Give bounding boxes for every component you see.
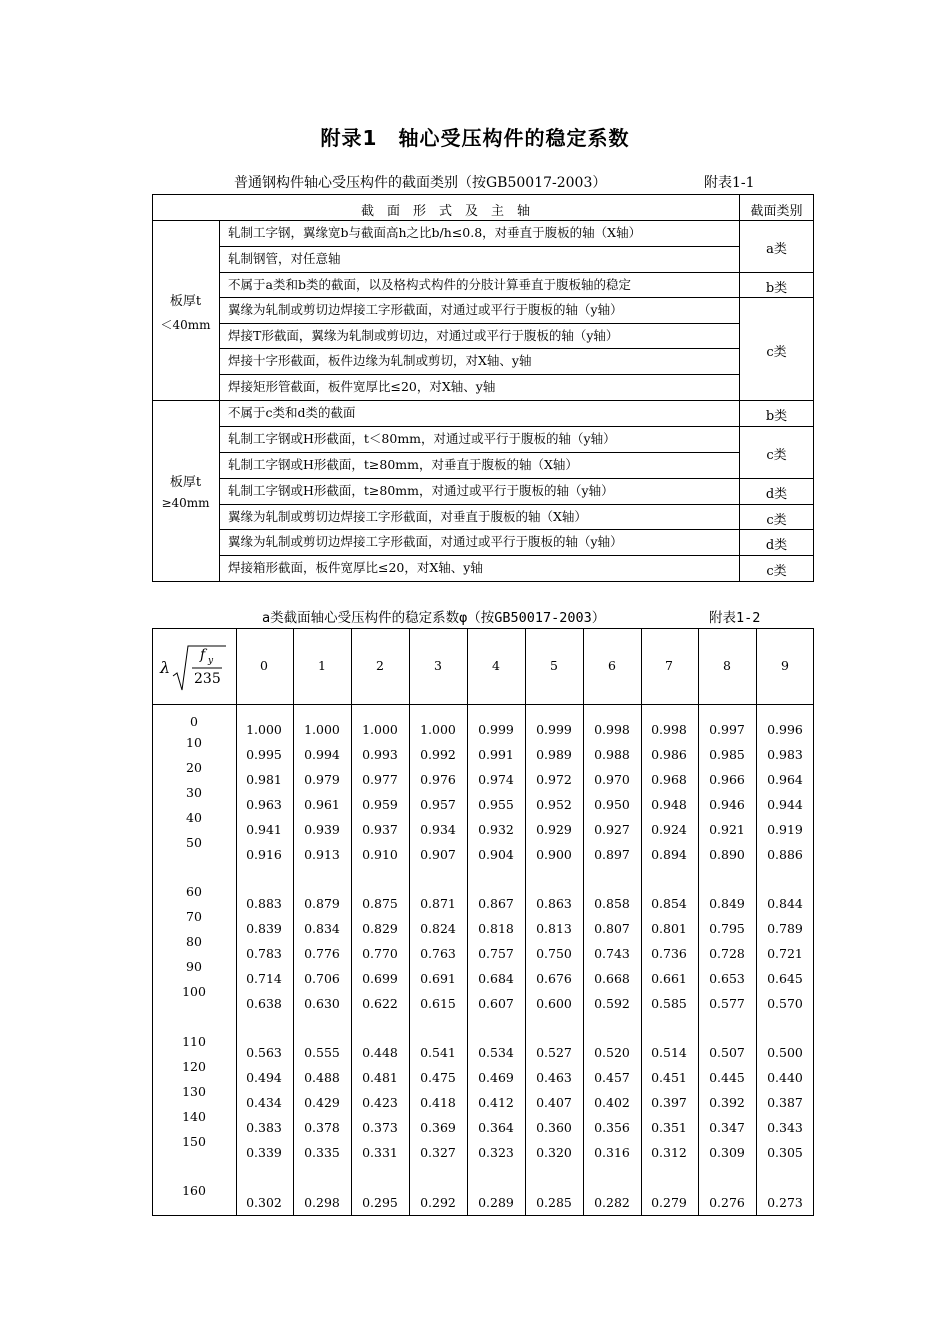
lambda-row-label: 160 [182, 1183, 206, 1198]
section-row: 轧制工字钢或H形截面，t＜80mm，对通过或平行于腹板的轴（y轴） [228, 431, 616, 446]
coefficient-cell: 0.818 [478, 921, 514, 936]
column-header: 4 [492, 658, 500, 673]
section-row: 翼缘为轧制或剪切边焊接工字形截面，对垂直于腹板的轴（X轴） [228, 509, 587, 524]
coefficient-cell: 0.527 [536, 1045, 572, 1060]
table1-caption: 普通钢构件轴心受压构件的截面类别（按GB50017-2003） [234, 175, 607, 191]
coefficient-cell: 0.592 [594, 996, 630, 1011]
lambda-row-label: 110 [182, 1034, 206, 1049]
coefficient-cell: 0.829 [362, 921, 398, 936]
coefficient-cell: 1.000 [304, 722, 340, 737]
coefficient-cell: 0.998 [651, 722, 687, 737]
coefficient-cell: 0.305 [767, 1145, 803, 1160]
coefficient-cell: 0.500 [767, 1045, 803, 1060]
lambda-row-label: 50 [186, 835, 202, 850]
lambda-row-label: 10 [186, 735, 202, 750]
coefficient-cell: 0.824 [420, 921, 456, 936]
coefficient-cell: 0.770 [362, 946, 398, 961]
coefficient-cell: 0.989 [536, 747, 572, 762]
lambda-row-label: 90 [186, 959, 202, 974]
group1-label: 板厚t [169, 294, 202, 309]
coefficient-cell: 0.763 [420, 946, 456, 961]
coefficient-cell: 0.974 [478, 772, 514, 787]
coefficient-cell: 0.966 [709, 772, 745, 787]
coefficient-cell: 0.961 [304, 797, 340, 812]
coefficient-cell: 0.979 [304, 772, 340, 787]
coefficient-cell: 0.423 [362, 1095, 398, 1110]
coefficient-cell: 0.890 [709, 847, 745, 862]
coefficient-cell: 1.000 [362, 722, 398, 737]
coefficient-cell: 0.469 [478, 1070, 514, 1085]
coefficient-cell: 0.883 [246, 896, 282, 911]
coefficient-cell: 0.475 [420, 1070, 456, 1085]
coefficient-cell: 0.875 [362, 896, 398, 911]
coefficient-cell: 0.507 [709, 1045, 745, 1060]
coefficient-cell: 0.343 [767, 1120, 803, 1135]
coefficient-cell: 0.691 [420, 971, 456, 986]
column-header: 3 [434, 658, 442, 673]
coefficient-cell: 0.957 [420, 797, 456, 812]
coefficient-cell: 0.364 [478, 1120, 514, 1135]
fy-symbol: f [200, 647, 206, 663]
coefficient-cell: 0.910 [362, 847, 398, 862]
coefficient-cell: 0.488 [304, 1070, 340, 1085]
group2-label: 板厚t [169, 475, 202, 490]
table1-number: 附表1-1 [704, 175, 755, 191]
coefficient-cell: 0.970 [594, 772, 630, 787]
coefficient-cell: 0.916 [246, 847, 282, 862]
lambda-symbol: λ [160, 658, 171, 677]
coefficient-cell: 0.776 [304, 946, 340, 961]
section-row: 焊接箱形截面，板件宽厚比≤20，对X轴、y轴 [228, 560, 483, 575]
column-header: 9 [781, 658, 789, 673]
coefficient-cell: 0.339 [246, 1145, 282, 1160]
coefficient-cell: 0.977 [362, 772, 398, 787]
lambda-row-label: 140 [182, 1109, 206, 1124]
coefficient-cell: 0.585 [651, 996, 687, 1011]
coefficient-cell: 0.952 [536, 797, 572, 812]
coefficient-cell: 0.849 [709, 896, 745, 911]
coefficient-cell: 0.976 [420, 772, 456, 787]
coefficient-cell: 0.347 [709, 1120, 745, 1135]
coefficient-cell: 0.937 [362, 822, 398, 837]
section-class: c类 [766, 448, 787, 463]
coefficient-cell: 0.963 [246, 797, 282, 812]
coefficient-cell: 0.983 [767, 747, 803, 762]
lambda-row-label: 130 [182, 1084, 206, 1099]
coefficient-cell: 0.929 [536, 822, 572, 837]
coefficient-cell: 0.615 [420, 996, 456, 1011]
coefficient-cell: 0.997 [709, 722, 745, 737]
coefficient-cell: 0.948 [651, 797, 687, 812]
coefficient-cell: 0.351 [651, 1120, 687, 1135]
coefficient-cell: 0.985 [709, 747, 745, 762]
coefficient-cell: 0.699 [362, 971, 398, 986]
coefficient-cell: 0.387 [767, 1095, 803, 1110]
coefficient-cell: 0.577 [709, 996, 745, 1011]
section-row: 翼缘为轧制或剪切边焊接工字形截面，对通过或平行于腹板的轴（y轴） [228, 534, 623, 549]
section-row: 翼缘为轧制或剪切边焊接工字形截面，对通过或平行于腹板的轴（y轴） [228, 302, 623, 317]
coefficient-cell: 0.994 [304, 747, 340, 762]
coefficient-cell: 0.988 [594, 747, 630, 762]
coefficient-cell: 1.000 [420, 722, 456, 737]
coefficient-cell: 0.418 [420, 1095, 456, 1110]
coefficient-cell: 0.721 [767, 946, 803, 961]
coefficient-cell: 0.886 [767, 847, 803, 862]
coefficient-cell: 0.894 [651, 847, 687, 862]
coefficient-cell: 0.839 [246, 921, 282, 936]
coefficient-cell: 0.795 [709, 921, 745, 936]
coefficient-cell: 0.959 [362, 797, 398, 812]
coefficient-cell: 0.429 [304, 1095, 340, 1110]
coefficient-cell: 0.520 [594, 1045, 630, 1060]
coefficient-cell: 0.736 [651, 946, 687, 961]
coefficient-cell: 0.944 [767, 797, 803, 812]
section-row: 焊接矩形管截面，板件宽厚比≤20，对X轴、y轴 [228, 379, 496, 394]
coefficient-cell: 0.993 [362, 747, 398, 762]
coefficient-cell: 0.392 [709, 1095, 745, 1110]
column-header: 8 [723, 658, 731, 673]
coefficient-cell: 0.514 [651, 1045, 687, 1060]
coefficient-cell: 0.335 [304, 1145, 340, 1160]
coefficient-cell: 0.924 [651, 822, 687, 837]
coefficient-cell: 0.907 [420, 847, 456, 862]
coefficient-cell: 0.607 [478, 996, 514, 1011]
coefficient-cell: 0.995 [246, 747, 282, 762]
coefficient-cell: 0.879 [304, 896, 340, 911]
table2-number: 附表1-2 [709, 610, 761, 626]
coefficient-cell: 0.728 [709, 946, 745, 961]
section-class: d类 [765, 487, 788, 502]
coefficient-cell: 0.630 [304, 996, 340, 1011]
section-class: d类 [765, 538, 788, 553]
coefficient-cell: 0.992 [420, 747, 456, 762]
coefficient-cell: 0.757 [478, 946, 514, 961]
column-header: 7 [665, 658, 673, 673]
coefficient-cell: 0.298 [304, 1195, 340, 1210]
lambda-row-label: 20 [186, 760, 202, 775]
coefficient-cell: 0.302 [246, 1195, 282, 1210]
coefficient-cell: 0.789 [767, 921, 803, 936]
coefficient-cell: 0.273 [767, 1195, 803, 1210]
coefficient-cell: 0.668 [594, 971, 630, 986]
section-class: b类 [765, 281, 788, 296]
coefficient-cell: 0.661 [651, 971, 687, 986]
table2-caption: a类截面轴心受压构件的稳定系数φ（按GB50017-2003） [262, 610, 606, 626]
group2-label-sub: ≥40mm [161, 496, 210, 510]
coefficient-cell: 0.897 [594, 847, 630, 862]
coefficient-cell: 0.481 [362, 1070, 398, 1085]
coefficient-cell: 0.600 [536, 996, 572, 1011]
lambda-row-label: 150 [182, 1134, 206, 1149]
page-title: 附录1 轴心受压构件的稳定系数 [320, 126, 630, 150]
coefficient-cell: 0.448 [362, 1045, 398, 1060]
coefficient-cell: 0.900 [536, 847, 572, 862]
section-class: c类 [766, 345, 787, 360]
coefficient-cell: 0.939 [304, 822, 340, 837]
lambda-row-label: 70 [186, 909, 202, 924]
coefficient-cell: 0.913 [304, 847, 340, 862]
section-row: 焊接T形截面，翼缘为轧制或剪切边，对通过或平行于腹板的轴（y轴） [228, 328, 619, 343]
coefficient-cell: 0.968 [651, 772, 687, 787]
coefficient-cell: 0.276 [709, 1195, 745, 1210]
coefficient-cell: 0.445 [709, 1070, 745, 1085]
coefficient-cell: 0.356 [594, 1120, 630, 1135]
coefficient-cell: 0.397 [651, 1095, 687, 1110]
coefficient-cell: 0.684 [478, 971, 514, 986]
coefficient-cell: 0.534 [478, 1045, 514, 1060]
section-row: 轧制钢管，对任意轴 [228, 251, 341, 266]
coefficient-cell: 0.934 [420, 822, 456, 837]
coefficient-cell: 0.360 [536, 1120, 572, 1135]
coefficient-cell: 0.331 [362, 1145, 398, 1160]
coefficient-cell: 0.373 [362, 1120, 398, 1135]
coefficient-cell: 0.743 [594, 946, 630, 961]
coefficient-cell: 0.991 [478, 747, 514, 762]
coefficient-cell: 0.451 [651, 1070, 687, 1085]
coefficient-cell: 0.653 [709, 971, 745, 986]
coefficient-cell: 0.622 [362, 996, 398, 1011]
coefficient-cell: 0.932 [478, 822, 514, 837]
coefficient-cell: 0.801 [651, 921, 687, 936]
column-header: 6 [608, 658, 616, 673]
coefficient-cell: 0.494 [246, 1070, 282, 1085]
coefficient-cell: 0.323 [478, 1145, 514, 1160]
section-row: 轧制工字钢或H形截面，t≥80mm，对垂直于腹板的轴（X轴） [228, 457, 578, 472]
coefficient-cell: 0.854 [651, 896, 687, 911]
coefficient-cell: 0.981 [246, 772, 282, 787]
coefficient-cell: 0.279 [651, 1195, 687, 1210]
denominator-235: 235 [194, 671, 221, 687]
coefficient-cell: 0.941 [246, 822, 282, 837]
section-class: b类 [765, 409, 788, 424]
coefficient-cell: 0.844 [767, 896, 803, 911]
coefficient-cell: 0.998 [594, 722, 630, 737]
coefficient-cell: 0.955 [478, 797, 514, 812]
coefficient-cell: 0.834 [304, 921, 340, 936]
coefficient-cell: 0.434 [246, 1095, 282, 1110]
coefficient-cell: 0.964 [767, 772, 803, 787]
coefficient-cell: 0.921 [709, 822, 745, 837]
coefficient-cell: 0.563 [246, 1045, 282, 1060]
coefficient-cell: 0.378 [304, 1120, 340, 1135]
coefficient-cell: 0.927 [594, 822, 630, 837]
lambda-row-label: 30 [186, 785, 202, 800]
group1-label-sub: ＜40mm [160, 318, 211, 332]
lambda-row-label: 100 [182, 984, 206, 999]
coefficient-cell: 0.312 [651, 1145, 687, 1160]
coefficient-cell: 0.996 [767, 722, 803, 737]
coefficient-cell: 0.999 [536, 722, 572, 737]
coefficient-cell: 0.919 [767, 822, 803, 837]
fy-subscript: y [208, 656, 214, 666]
coefficient-cell: 0.320 [536, 1145, 572, 1160]
coefficient-cell: 0.813 [536, 921, 572, 936]
coefficient-cell: 0.292 [420, 1195, 456, 1210]
coefficient-cell: 0.282 [594, 1195, 630, 1210]
column-header: 0 [260, 658, 268, 673]
coefficient-cell: 0.972 [536, 772, 572, 787]
coefficient-cell: 0.383 [246, 1120, 282, 1135]
section-row: 不属于c类和d类的截面 [228, 405, 356, 420]
section-row: 焊接十字形截面，板件边缘为轧制或剪切，对X轴、y轴 [228, 353, 532, 368]
coefficient-cell: 0.440 [767, 1070, 803, 1085]
coefficient-cell: 0.638 [246, 996, 282, 1011]
coefficient-cell: 0.645 [767, 971, 803, 986]
section-class: c类 [766, 513, 787, 528]
coefficient-cell: 0.986 [651, 747, 687, 762]
coefficient-cell: 0.706 [304, 971, 340, 986]
header-section-class: 截面类别 [750, 204, 803, 219]
lambda-header-symbol [160, 640, 230, 696]
section-class: a类 [766, 242, 787, 257]
section-row: 不属于a类和b类的截面，以及格构式构件的分肢计算垂直于腹板轴的稳定 [228, 277, 631, 292]
coefficient-cell: 0.309 [709, 1145, 745, 1160]
coefficient-cell: 0.285 [536, 1195, 572, 1210]
column-header: 5 [550, 658, 558, 673]
coefficient-cell: 0.412 [478, 1095, 514, 1110]
coefficient-cell: 0.807 [594, 921, 630, 936]
lambda-row-label: 120 [182, 1059, 206, 1074]
section-row: 轧制工字钢，翼缘宽b与截面高h之比b/h≤0.8，对垂直于腹板的轴（X轴） [228, 225, 642, 240]
coefficient-cell: 0.316 [594, 1145, 630, 1160]
coefficient-cell: 0.904 [478, 847, 514, 862]
coefficient-cell: 0.783 [246, 946, 282, 961]
coefficient-cell: 0.863 [536, 896, 572, 911]
coefficient-cell: 0.570 [767, 996, 803, 1011]
coefficient-cell: 0.555 [304, 1045, 340, 1060]
coefficient-cell: 0.750 [536, 946, 572, 961]
coefficient-cell: 0.871 [420, 896, 456, 911]
lambda-row-label: 40 [186, 810, 202, 825]
coefficient-cell: 0.289 [478, 1195, 514, 1210]
header-section-form: 截 面 形 式 及 主 轴 [360, 204, 530, 219]
coefficient-cell: 0.463 [536, 1070, 572, 1085]
coefficient-cell: 0.946 [709, 797, 745, 812]
coefficient-cell: 0.999 [478, 722, 514, 737]
column-header: 1 [318, 658, 326, 673]
coefficient-cell: 0.295 [362, 1195, 398, 1210]
coefficient-cell: 0.858 [594, 896, 630, 911]
coefficient-cell: 0.327 [420, 1145, 456, 1160]
coefficient-cell: 0.407 [536, 1095, 572, 1110]
lambda-row-label: 80 [186, 934, 202, 949]
column-header: 2 [376, 658, 384, 673]
section-row: 轧制工字钢或H形截面，t≥80mm，对通过或平行于腹板的轴（y轴） [228, 483, 614, 498]
section-class: c类 [766, 564, 787, 579]
coefficient-cell: 0.457 [594, 1070, 630, 1085]
coefficient-cell: 0.369 [420, 1120, 456, 1135]
lambda-row-label: 60 [186, 884, 202, 899]
coefficient-cell: 0.950 [594, 797, 630, 812]
coefficient-cell: 1.000 [246, 722, 282, 737]
coefficient-cell: 0.402 [594, 1095, 630, 1110]
lambda-row-label: 0 [190, 714, 198, 729]
coefficient-cell: 0.676 [536, 971, 572, 986]
coefficient-cell: 0.867 [478, 896, 514, 911]
coefficient-cell: 0.541 [420, 1045, 456, 1060]
coefficient-cell: 0.714 [246, 971, 282, 986]
